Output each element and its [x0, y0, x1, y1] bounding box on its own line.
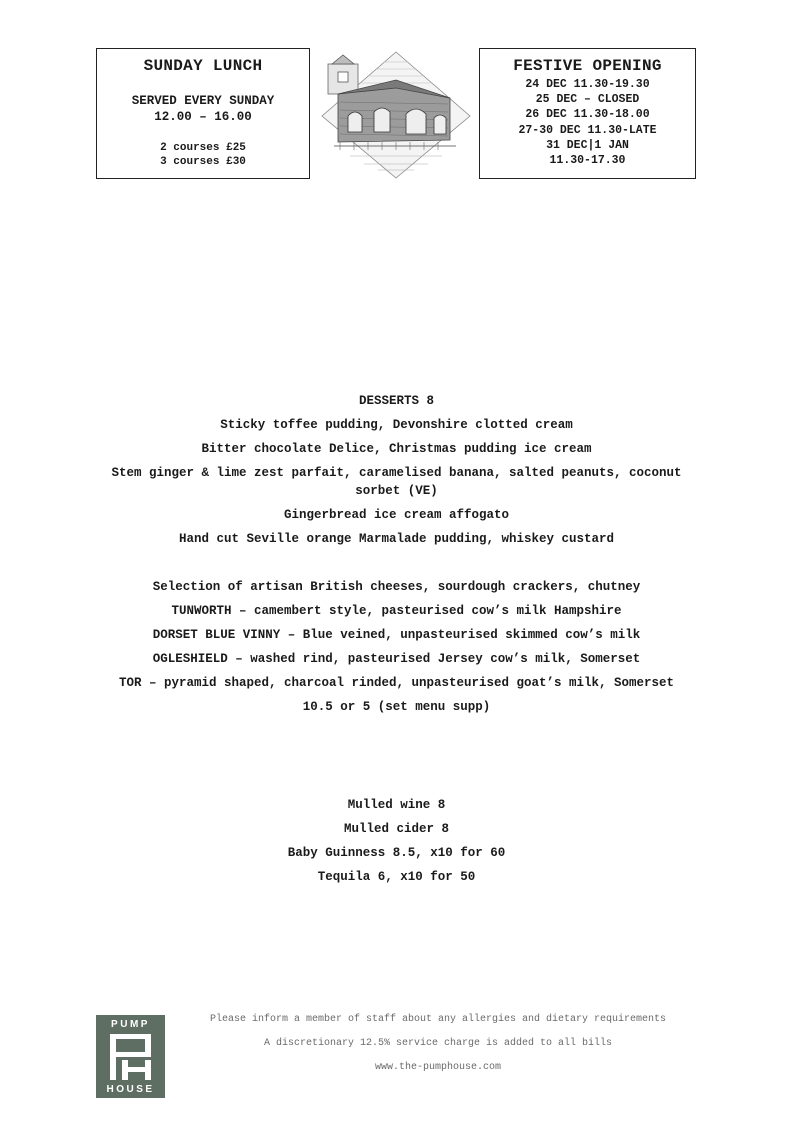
drink-item: Baby Guinness 8.5, x10 for 60	[287, 846, 506, 860]
sunday-lunch-title: SUNDAY LUNCH	[143, 57, 263, 75]
service-charge-notice: A discretionary 12.5% service charge is added to all bills	[263, 1038, 613, 1049]
served-days: SERVED EVERY SUNDAY	[131, 94, 275, 108]
cheese-price: 10.5 or 5 (set menu supp)	[302, 700, 491, 714]
cheese-item: TUNWORTH – camembert style, pasteurised cow’s milk Hampshire	[171, 604, 622, 618]
ph-monogram-icon	[110, 1034, 151, 1080]
dessert-item: Hand cut Seville orange Marmalade pudding, whiskey custard	[178, 532, 615, 546]
festive-hours-line: 26 DEC 11.30-18.00	[525, 108, 650, 122]
section-spacer	[0, 554, 793, 578]
festive-hours-line: 24 DEC 11.30-19.30	[525, 78, 650, 91]
logo-bottom-word: HOUSE	[106, 1084, 155, 1095]
pumphouse-building-illustration	[320, 50, 472, 180]
festive-hours-line: 31 DEC|1 JAN	[546, 138, 629, 152]
served-hours: 12.00 – 16.00	[154, 110, 252, 124]
festive-hours-line: 27-30 DEC 11.30-LATE	[518, 123, 657, 137]
dessert-menu	[0, 392, 793, 722]
cheese-heading: Selection of artisan British cheeses, sourdough crackers, chutney	[152, 580, 641, 594]
cheese-item: TOR – pyramid shaped, charcoal rinded, unpasteurised goat’s milk, Somerset	[118, 676, 675, 690]
drink-item: Tequila 6, x10 for 50	[317, 870, 476, 884]
two-courses-price: 2 courses £25	[160, 142, 246, 154]
drinks-list	[0, 796, 793, 892]
festive-opening-box	[479, 48, 696, 179]
sunday-lunch-served	[97, 93, 309, 125]
cheese-item: DORSET BLUE VINNY – Blue veined, unpasteurised skimmed cow’s milk	[152, 628, 641, 642]
logo-top-word: PUMP	[111, 1019, 150, 1030]
festive-hours-line: 11.30-17.30	[549, 154, 626, 168]
drink-item: Mulled cider 8	[343, 822, 450, 836]
festive-opening-title: FESTIVE OPENING	[513, 57, 662, 75]
website-link[interactable]: www.the-pumphouse.com	[374, 1062, 502, 1073]
cheese-item: OGLESHIELD – washed rind, pasteurised Jersey cow’s milk, Somerset	[152, 652, 641, 666]
desserts-heading: DESSERTS 8	[358, 394, 434, 408]
pumphouse-logo	[96, 1015, 165, 1098]
dessert-item: Gingerbread ice cream affogato	[283, 508, 510, 522]
sunday-lunch-prices	[97, 141, 309, 169]
footer	[190, 1013, 686, 1085]
festive-hours-line: 25 DEC – CLOSED	[535, 93, 640, 107]
dessert-item: Sticky toffee pudding, Devonshire clotted cream	[220, 418, 573, 432]
three-courses-price: 3 courses £30	[160, 156, 246, 168]
drink-item: Mulled wine 8	[347, 798, 446, 812]
allergy-notice: Please inform a member of staff about any allergies and dietary requirements	[209, 1014, 667, 1025]
festive-hours-list	[480, 77, 695, 168]
dessert-item: Bitter chocolate Delice, Christmas pudding ice cream	[201, 442, 592, 456]
dessert-item: Stem ginger & lime zest parfait, caramelised banana, salted peanuts, coconut sorbet (VE)	[111, 466, 682, 498]
sunday-lunch-box	[96, 48, 310, 179]
